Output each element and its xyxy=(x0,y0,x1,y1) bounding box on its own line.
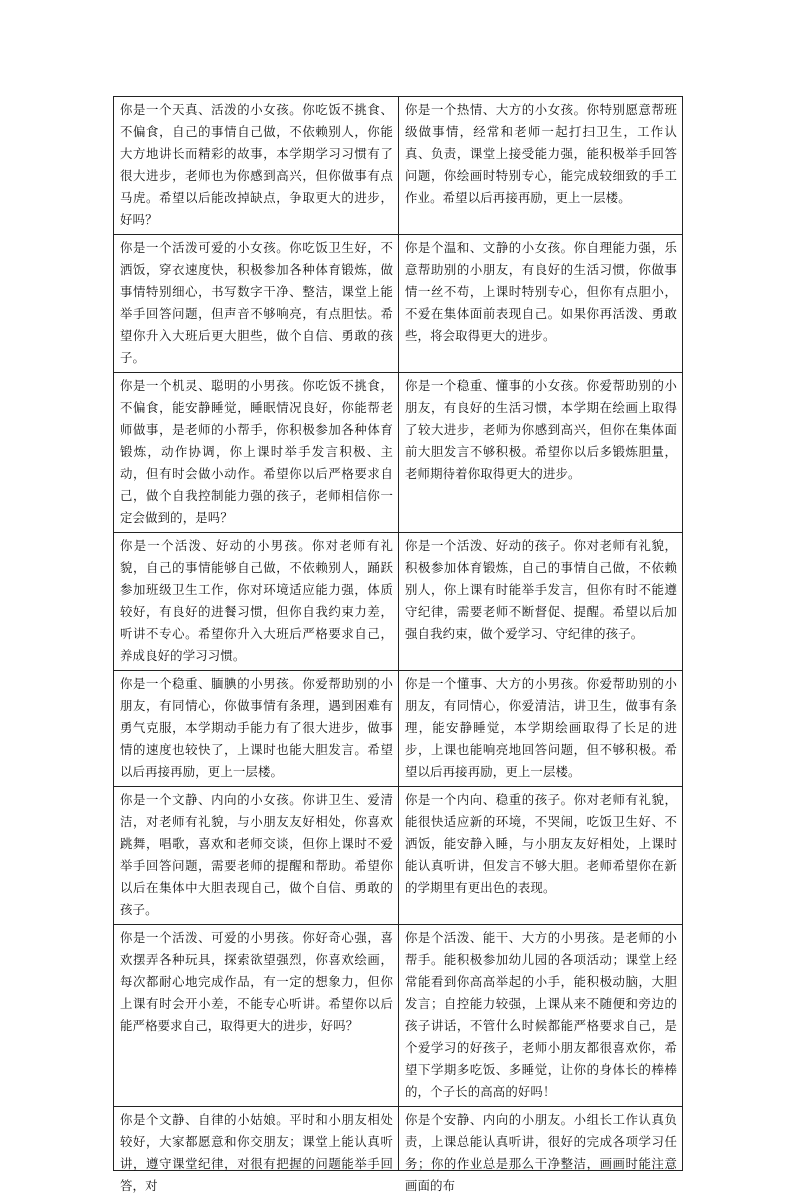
comment-cell-right: 你是一个热情、大方的小女孩。你特别愿意帮班级做事情，经常和老师一起打扫卫生，工作认真、负责，课堂上接受能力强，能积极举手回答问题，你绘画时特别专心，能完成较细致的手工作业。希望以后再接再励，更上一层楼。 xyxy=(399,97,683,235)
table-row xyxy=(114,1107,683,1171)
comment-cell-right: 你是一个懂事、大方的小男孩。你爱帮助别的小朋友，有同情心，你爱清洁，讲卫生，做事有条理，能安静睡觉，本学期绘画取得了长足的进步，上课也能响亮地回答问题，但不够积极。希望以后再接再励，更上一层楼。 xyxy=(399,671,683,787)
comment-text: 你是个文静、自律的小姑娘。平时和小朋友相处较好，大家都愿意和你交朋友；课堂上能认真听讲，遵守课堂纪律，对很有把握的问题能举手回答，对 xyxy=(120,1112,393,1193)
comment-cell-right xyxy=(399,1107,683,1193)
table-row xyxy=(114,787,683,925)
comment-cell-right: 你是一个活泼、好动的孩子。你对老师有礼貌，积极参加体育锻炼，自己的事情自己做，不依赖别人，你上课有时能举手发言，但你有时不能遵守纪律，需要老师不断督促、提醒。希望以后加强自我约束，做个爱学习、守纪律的孩子。 xyxy=(399,533,683,671)
table-row xyxy=(114,235,683,373)
comment-cell-left: 你是一个活泼、好动的小男孩。你对老师有礼貌，自己的事情能够自己做，不依赖别人，踊跃参加班级卫生工作，你对环境适应能力强，体质较好，有良好的进餐习惯，但你自我约束力差，听讲不专心。希望你升入大班后严格要求自己，养成良好的学习习惯。 xyxy=(114,533,399,671)
comment-cell-right: 你是一个稳重、懂事的小女孩。你爱帮助别的小朋友，有良好的生活习惯，本学期在绘画上取得了较大进步，老师为你感到高兴，但你在集体面前大胆发言不够积极。希望你以后多锻炼胆量，老师期待着你取得更大的进步。 xyxy=(399,373,683,533)
comment-cell-left: 你是一个机灵、聪明的小男孩。你吃饭不挑食，不偏食，能安静睡觉，睡眠情况良好，你能帮老师做事，是老师的小帮手，你积极参加各种体育锻炼，动作协调，你上课时举手发言积极、主动，但有时会做小动作。希望你以后严格要求自己，做个自我控制能力强的孩子，老师相信你一定会做到的，是吗？ xyxy=(114,373,399,533)
table-row xyxy=(114,533,683,671)
table-row xyxy=(114,925,683,1107)
comment-cell-left: 你是一个活泼可爱的小女孩。你吃饭卫生好，不洒饭，穿衣速度快，积极参加各种体育锻炼，做事情特别细心，书写数字干净、整洁，课堂上能举手回答问题，但声音不够响亮，有点胆怯。希望你升入大班后更大胆些，做个自信、勇敢的孩子。 xyxy=(114,235,399,373)
comment-cell-left: 你是一个天真、活泼的小女孩。你吃饭不挑食、不偏食，自己的事情自己做，不依赖别人，你能大方地讲长而精彩的故事，本学期学习习惯有了很大进步，老师也为你感到高兴，但你做事有点马虎。希望以后能改掉缺点，争取更大的进步，好吗？ xyxy=(114,97,399,235)
comments-table xyxy=(113,96,683,1193)
comment-cell-right: 你是个温和、文静的小女孩。你自理能力强，乐意帮助别的小朋友，有良好的生活习惯，你做事情一丝不苟，上课时特别专心，但你有点胆小，不爱在集体面前表现自己。如果你再活泼、勇敢些，将会取得更大的进步。 xyxy=(399,235,683,373)
comment-cell-left: 你是一个稳重、腼腆的小男孩。你爱帮助别的小朋友，有同情心，你做事情有条理，遇到困难有勇气克服，本学期动手能力有了很大进步，做事情的速度也较快了，上课时也能大胆发言。希望以后再接再励，更上一层楼。 xyxy=(114,671,399,787)
comment-cell-right: 你是一个内向、稳重的孩子。你对老师有礼貌，能很快适应新的环境，不哭闹，吃饭卫生好、不洒饭，能安静入睡，与小朋友友好相处，上课时能认真听讲，但发言不够大胆。老师希望你在新的学期里有更出色的表现。 xyxy=(399,787,683,925)
table-row xyxy=(114,373,683,533)
comment-text: 你是个安静、内向的小朋友。小组长工作认真负责，上课总能认真听讲，很好的完成各项学习任务；你的作业总是那么干净整洁，画画时能注意画面的布 xyxy=(405,1112,677,1193)
comment-cell-left: 你是一个活泼、可爱的小男孩。你好奇心强，喜欢摆弄各种玩具，探索欲望强烈，你喜欢绘画，每次都耐心地完成作品，有一定的想象力，但你上课有时会开小差，不能专心听讲。希望你以后能严格要求自己，取得更大的进步，好吗？ xyxy=(114,925,399,1107)
table-row xyxy=(114,97,683,235)
comment-cell-right: 你是个活泼、能干、大方的小男孩。是老师的小帮手。能积极参加幼儿园的各项活动；课堂上经常能看到你高高举起的小手，能积极动脑，大胆发言；自控能力较强，上课从来不随便和旁边的孩子讲话，不管什么时候都能严格要求自己，是个爱学习的好孩子，老师小朋友都很喜欢你，希望下学期多吃饭、多睡觉，让你的身体长的棒棒的，个子长的高高的好吗！ xyxy=(399,925,683,1107)
comment-cell-left xyxy=(114,1107,399,1193)
comment-cell-left: 你是一个文静、内向的小女孩。你讲卫生、爱清洁，对老师有礼貌，与小朋友友好相处，你喜欢跳舞，唱歌，喜欢和老师交谈，但你上课时不爱举手回答问题，需要老师的提醒和帮助。希望你以后在集体中大胆表现自己，做个自信、勇敢的孩子。 xyxy=(114,787,399,925)
table-row xyxy=(114,671,683,787)
